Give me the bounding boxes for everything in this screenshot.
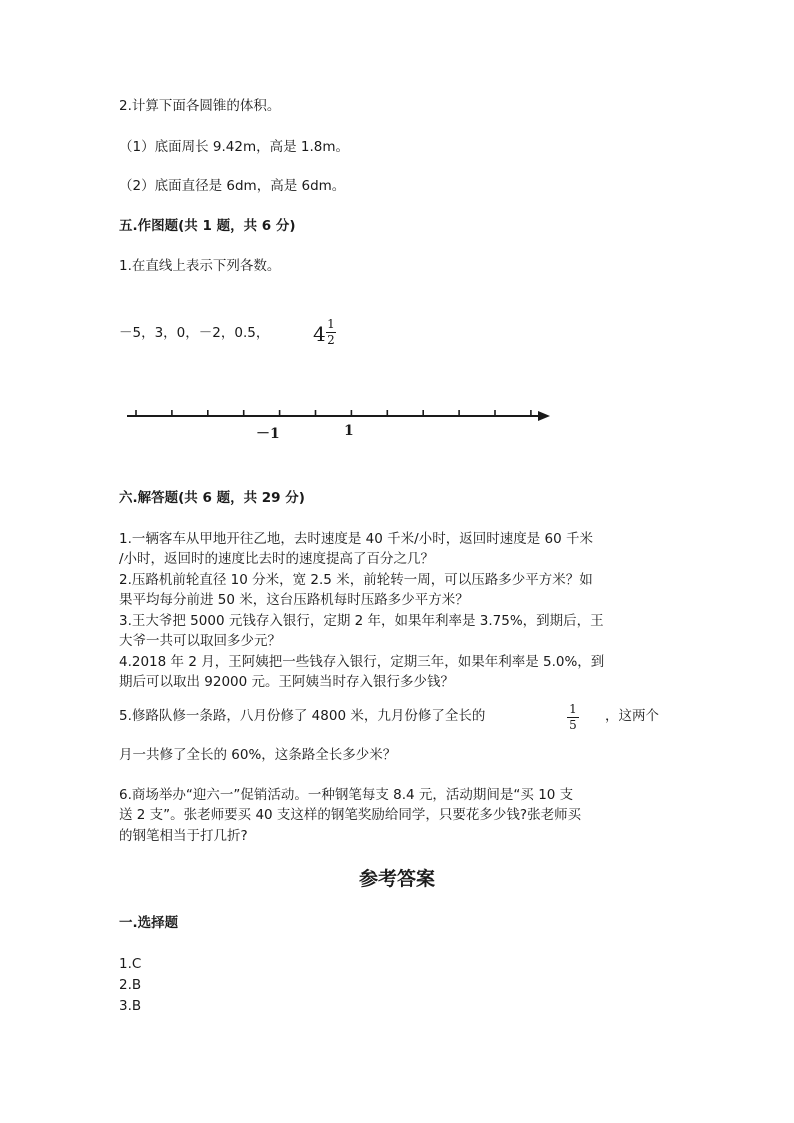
question-2-part-1: （1）底面周长 9.42m，高是 1.8m。 xyxy=(119,139,350,155)
section-5-heading: 五.作图题(共 1 题，共 6 分) xyxy=(119,218,296,234)
answer-item-3: 3.B xyxy=(119,998,142,1014)
fraction-numerator: 1 xyxy=(569,702,577,716)
section-5-question-1: 1.在直线上表示下列各数。 xyxy=(119,258,281,274)
number-line-arrow xyxy=(538,411,550,421)
tick-label-negative-1: －1 xyxy=(256,426,280,442)
section-6-q4-line-2: 期后可以取出 92000 元。王阿姨当时存入银行多少钱？ xyxy=(119,674,455,690)
section-6-q4-line-1: 4.2018 年 2 月，王阿姨把一些钱存入银行，定期三年，如果年利率是 5.0%，到 xyxy=(119,654,605,670)
section-6-q6-line-3: 的钢笔相当于打几折? xyxy=(119,828,248,844)
question-2-part-2: （2）底面直径是 6dm，高是 6dm。 xyxy=(119,178,346,194)
section-6-q5-line-1-tail: ，这两个 xyxy=(605,708,659,724)
section-6-q3-line-1: 3.王大爷把 5000 元钱存入银行，定期 2 年，如果年利率是 3.75%，到期后，王 xyxy=(119,613,604,629)
section-6-q2-line-1: 2.压路机前轮直径 10 分米，宽 2.5 米，前轮转一周，可以压路多少平方米？如 xyxy=(119,572,593,588)
q5-fraction xyxy=(567,703,579,732)
section-6-q2-line-2: 果平均每分前进 50 米，这台压路机每时压路多少平方米？ xyxy=(119,592,469,608)
section-6-q1-line-2: /小时，返回时的速度比去时的速度提高了百分之几？ xyxy=(119,551,435,567)
answers-section-1-heading: 一.选择题 xyxy=(119,915,179,931)
section-6-q5-line-2: 月一共修了全长的 60%，这条路全长多少米？ xyxy=(119,747,397,763)
answer-item-2: 2.B xyxy=(119,977,142,993)
question-2-heading: 2.计算下面各圆锥的体积。 xyxy=(119,98,281,114)
answer-item-1: 1.C xyxy=(119,956,142,972)
fraction-denominator: 5 xyxy=(569,718,577,732)
section-6-q3-line-2: 大爷一共可以取回多少元？ xyxy=(119,633,281,649)
section-6-q1-line-1: 1.一辆客车从甲地开往乙地，去时速度是 40 千米/小时，返回时速度是 60 千米 xyxy=(119,531,593,547)
tick-label-positive-1: 1 xyxy=(344,423,354,439)
fraction-denominator: 2 xyxy=(327,333,335,347)
section-6-q6-line-2: 送 2 支”。张老师要买 40 支这样的钢笔奖励给同学，只要花多少钱?张老师买 xyxy=(119,807,582,823)
answers-title: 参考答案 xyxy=(358,868,435,890)
section-6-heading: 六.解答题(共 6 题，共 29 分) xyxy=(119,490,305,506)
section-6-q5-line-1: 5.修路队修一条路，八月份修了 4800 米，九月份修了全长的 xyxy=(119,708,486,724)
section-6-q6-line-1: 6.商场举办“迎六一”促销活动。一种钢笔每支 8.4 元，活动期间是“买 10 支 xyxy=(119,787,574,803)
mixed-number-whole: 4 xyxy=(313,322,326,346)
fraction-numerator: 1 xyxy=(327,317,335,331)
number-list: －5，3，0，－2，0.5， xyxy=(119,325,270,341)
